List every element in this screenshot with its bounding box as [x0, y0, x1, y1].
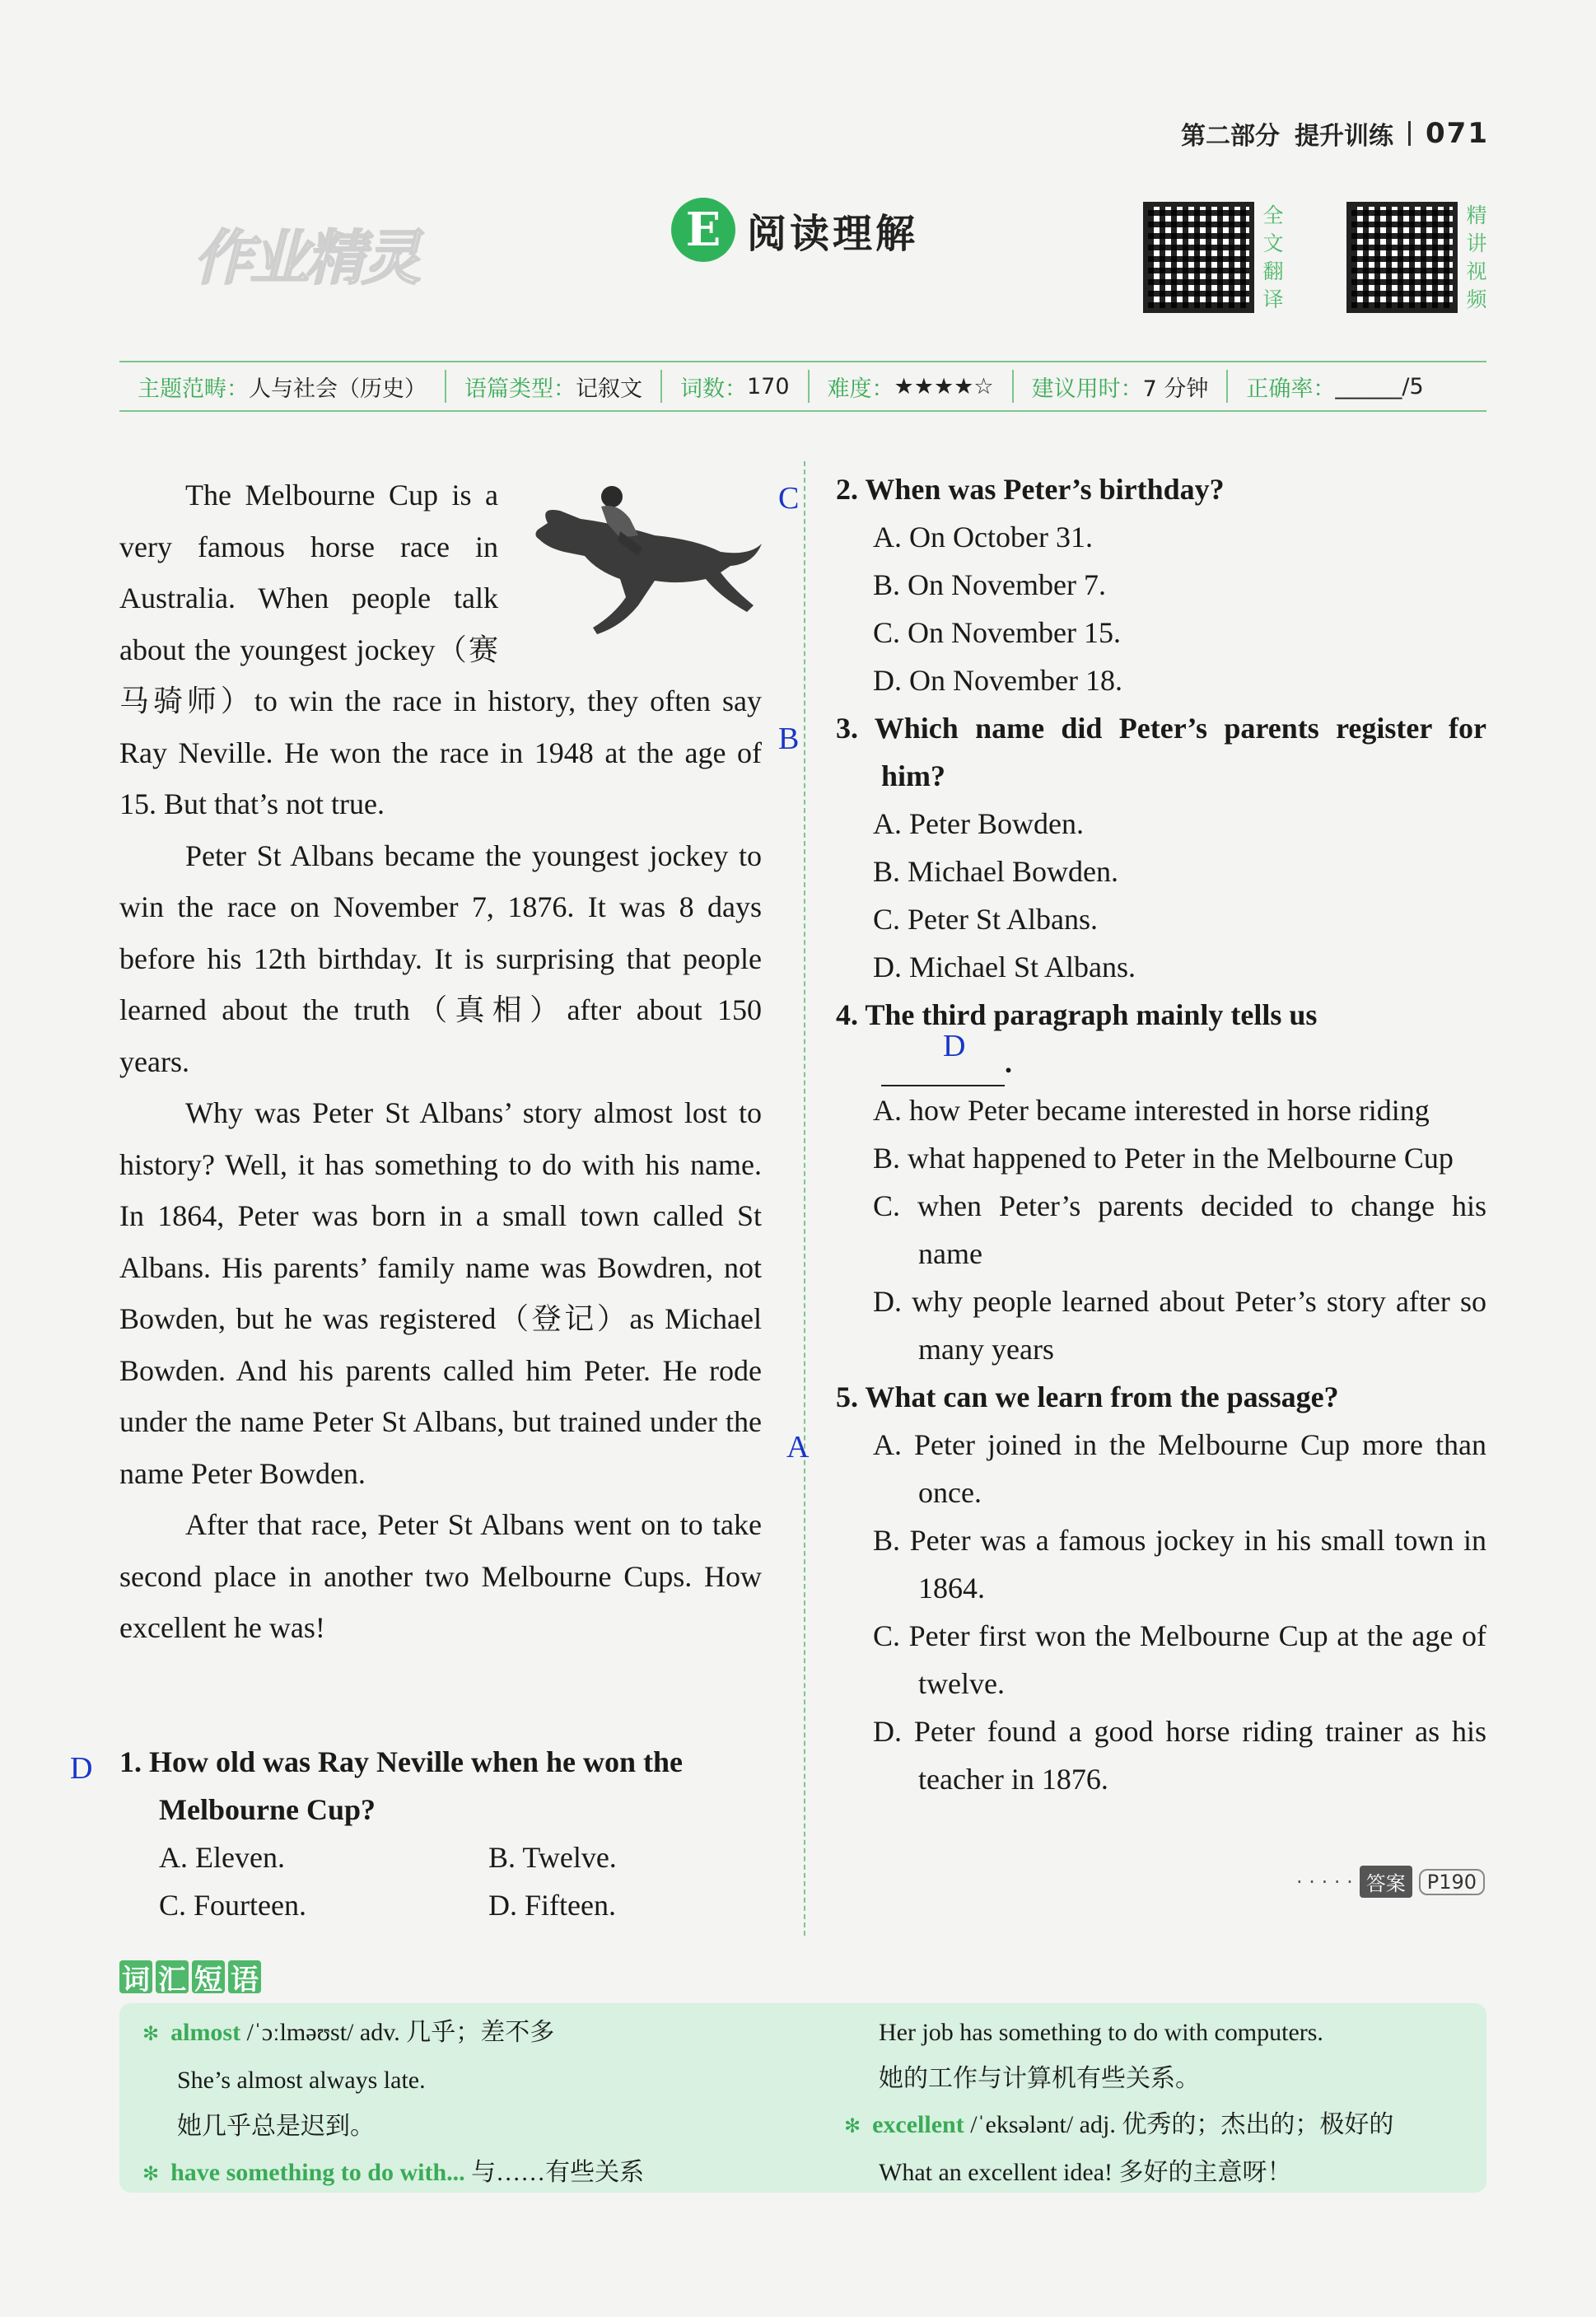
paragraph-3: Why was Peter St Albans’ story almost lost to history? Well, it has something to do with his name. In 1864, Peter was born in a small town called St Albans. His parents’ family name was Bowdren, not Bowden, but he was registered（登记）as Michael Bowden. And his parents called him Peter. He rode under the name Peter St Albans, but trained under the name Peter Bowden.	[119, 1096, 762, 1490]
section-title	[671, 198, 918, 262]
watermark-logo: 作业精灵	[194, 223, 418, 292]
star-icon: ✻	[142, 2164, 160, 2185]
option-d[interactable]: D. On November 18.	[873, 664, 1122, 697]
meta-difficulty: 难度： ★★★★☆	[810, 370, 1014, 403]
option-a[interactable]: A. Peter joined in the Melbourne Cup more than once.	[873, 1428, 1486, 1509]
option-c[interactable]: C. Fourteen.	[159, 1889, 306, 1922]
vocab-left-column	[142, 2010, 801, 2198]
option-b[interactable]: B. Michael Bowden.	[873, 855, 1118, 888]
vocab-translation: 她几乎总是迟到。	[177, 2113, 375, 2140]
option-c[interactable]: C. Peter St Albans.	[873, 903, 1099, 936]
vocab-item-excellent: ✻ excellent /ˈeksələnt/ adj. 优秀的；杰出的；极好的	[844, 2111, 1394, 2138]
vocab-right-column	[844, 2010, 1478, 2196]
section-label: 第二部分	[1181, 122, 1281, 151]
option-b[interactable]: B. Peter was a famous jockey in his small town in 1864.	[873, 1524, 1486, 1605]
vocab-item-phrase: ✻ have something to do with... 与……有些关系	[142, 2159, 645, 2186]
info-bar	[119, 361, 1486, 412]
page-number: 071	[1426, 117, 1489, 150]
meta-topic: 主题范畴： 人与社会（历史）	[119, 370, 446, 403]
vocab-translation: 她的工作与计算机有些关系。	[879, 2065, 1200, 2092]
vocab-example: She’s almost always late.	[177, 2067, 426, 2094]
page-header	[1181, 115, 1489, 152]
meta-word-count: 词数： 170	[662, 370, 810, 403]
answer-q3: B	[778, 722, 800, 756]
qr-video-label: 精 讲 视 频	[1466, 203, 1487, 311]
section-title-text: 阅读理解	[747, 210, 919, 257]
question-1	[119, 1738, 770, 1929]
option-a[interactable]: A. On October 31.	[873, 521, 1093, 554]
answer-reference[interactable]	[1296, 1866, 1485, 1898]
vocab-item-almost: ✻ almost /ˈɔːlməʊst/ adv. 几乎；差不多	[142, 2019, 555, 2046]
answer-q2: C	[778, 481, 800, 516]
qr-translation[interactable]	[1143, 202, 1286, 314]
star-icon: ✻	[142, 2024, 160, 2045]
answer-blank[interactable]	[881, 1052, 1005, 1086]
question-3	[836, 704, 1486, 991]
vocab-title: 词 汇 短 语	[119, 1960, 261, 1993]
paragraph-1: The Melbourne Cup is a very famous horse race in Australia. When people talk about the youngest jockey（赛马骑师）to win the race in history, they often say Ray Neville. He won the race in 1948 at the age of 15. But that’s not true.	[119, 479, 762, 820]
question-4-stem: 4. The third paragraph mainly tells us .	[836, 991, 1486, 1086]
meta-accuracy: 正确率： ______/5	[1246, 373, 1424, 402]
option-b[interactable]: B. Twelve.	[488, 1841, 617, 1874]
answer-page: P190	[1419, 1869, 1485, 1895]
option-c[interactable]: C. On November 15.	[873, 616, 1121, 649]
column-divider	[804, 461, 805, 1936]
qr-video[interactable]	[1346, 202, 1489, 314]
vocab-box	[119, 2003, 1486, 2193]
option-a[interactable]: A. Eleven.	[159, 1841, 285, 1874]
qr-code-icon[interactable]	[1346, 202, 1458, 313]
option-d[interactable]: D. Michael St Albans.	[873, 951, 1136, 983]
meta-genre: 语篇类型： 记叙文	[446, 370, 662, 403]
header-divider	[1408, 121, 1411, 146]
option-c[interactable]: C. when Peter’s parents decided to change his name	[873, 1189, 1486, 1270]
question-5	[836, 1373, 1486, 1803]
answer-q1: D	[70, 1751, 93, 1786]
option-b[interactable]: B. what happened to Peter in the Melbourne Cup	[873, 1142, 1454, 1175]
answer-q5: A	[786, 1430, 810, 1464]
question-2-stem: 2. When was Peter’s birthday?	[836, 473, 1225, 506]
reading-passage	[119, 469, 762, 1654]
subsection-label: 提升训练	[1295, 122, 1394, 151]
option-d[interactable]: D. why people learned about Peter’s story after so many years	[873, 1285, 1486, 1366]
question-2	[836, 465, 1486, 704]
question-3-stem: 3. Which name did Peter’s parents register for him?	[836, 712, 1486, 792]
vocab-example: What an excellent idea! 多好的主意呀！	[879, 2159, 1292, 2186]
answer-tag: 答案	[1360, 1866, 1412, 1898]
illustration-space	[498, 469, 762, 671]
question-1-stem: 1. How old was Ray Neville when he won the Melbourne Cup?	[119, 1745, 684, 1826]
questions-right-column	[836, 465, 1486, 1803]
meta-time: 建议用时： 7 分钟	[1014, 370, 1229, 403]
qr-translation-label: 全 文 翻 译	[1262, 203, 1284, 311]
paragraph-4: After that race, Peter St Albans went on to take second place in another two Melbourne Cups. How excellent he was!	[119, 1508, 762, 1644]
option-a[interactable]: A. how Peter became interested in horse riding	[873, 1094, 1430, 1127]
qr-code-icon[interactable]	[1143, 202, 1254, 313]
question-5-stem: 5. What can we learn from the passage?	[836, 1380, 1339, 1413]
vocab-example: Her job has something to do with computers.	[879, 2019, 1323, 2046]
answer-q4: D	[943, 1029, 966, 1063]
question-4	[836, 991, 1486, 1373]
star-icon: ✻	[844, 2116, 861, 2137]
option-c[interactable]: C. Peter first won the Melbourne Cup at the age of twelve.	[873, 1619, 1486, 1700]
section-badge: E	[671, 198, 735, 262]
option-b[interactable]: B. On November 7.	[873, 568, 1106, 601]
option-a[interactable]: A. Peter Bowden.	[873, 807, 1084, 840]
paragraph-2: Peter St Albans became the youngest jockey to win the race on November 7, 1876. It was 8 days before his 12th birthday. It is surprising that people learned about the truth（真相）after about 150 years.	[119, 839, 762, 1078]
option-d[interactable]: D. Fifteen.	[488, 1889, 616, 1922]
dots: · · · · ·	[1296, 1870, 1353, 1894]
option-d[interactable]: D. Peter found a good horse riding trainer as his teacher in 1876.	[873, 1715, 1486, 1796]
